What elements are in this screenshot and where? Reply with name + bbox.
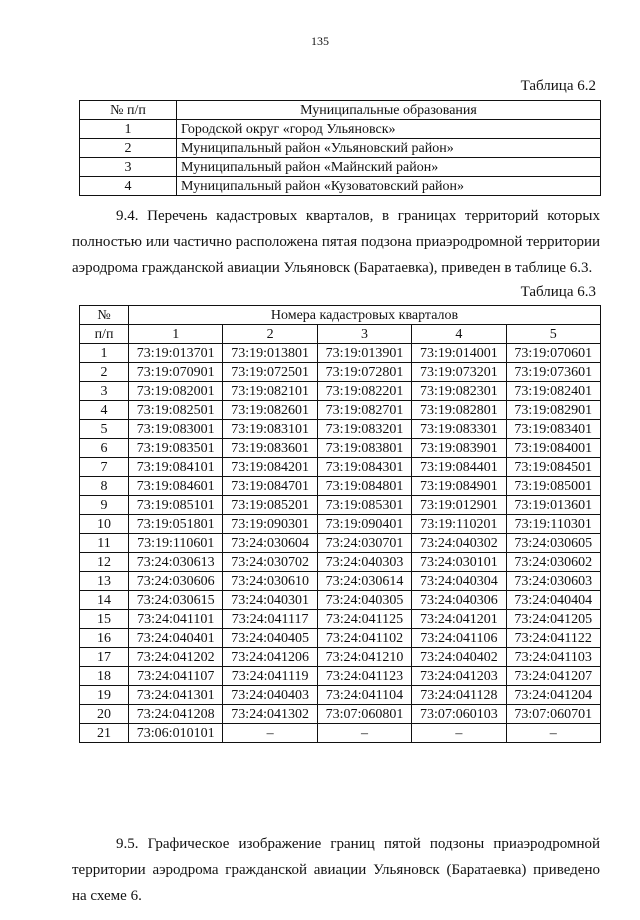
paragraph-text: 9.4. Перечень кадастровых кварталов, в границах территорий которых полностью или частично расположена пятая подзона приаэродромной территории аэродрома гражданской авиации Ульяновск (Баратаевка), приведен в таблице 6.3. <box>72 208 600 276</box>
table-row <box>80 534 601 553</box>
cadastral-number-cell: 73:19:014001 <box>412 344 506 363</box>
cadastral-quarters-table <box>79 305 601 743</box>
cadastral-number-cell: 73:24:041206 <box>223 648 317 667</box>
table-row <box>80 610 601 629</box>
table-row <box>80 477 601 496</box>
table-cell: Муниципальный район «Майнский район» <box>177 158 601 177</box>
table-cell: 4 <box>80 177 177 196</box>
cadastral-number-cell: 73:07:060701 <box>506 705 600 724</box>
cadastral-number-cell: 73:19:083501 <box>129 439 223 458</box>
cadastral-number-cell: 73:24:041208 <box>129 705 223 724</box>
cadastral-number-cell: 73:24:041302 <box>223 705 317 724</box>
cadastral-number-cell: 73:24:040302 <box>412 534 506 553</box>
cadastral-number-cell: 73:19:082601 <box>223 401 317 420</box>
row-number-cell: 11 <box>80 534 129 553</box>
cadastral-number-cell: 73:24:040301 <box>223 591 317 610</box>
cadastral-number-cell: 73:07:060103 <box>412 705 506 724</box>
cadastral-number-cell: 73:19:012901 <box>412 496 506 515</box>
cadastral-number-cell: 73:24:041117 <box>223 610 317 629</box>
cadastral-number-cell: 73:19:013701 <box>129 344 223 363</box>
cadastral-number-cell: 73:19:013801 <box>223 344 317 363</box>
row-number-cell: 3 <box>80 382 129 401</box>
header-group-cell: Номера кадастровых кварталов <box>129 306 601 325</box>
table-row <box>80 382 601 401</box>
header-cell: 1 <box>129 325 223 344</box>
cadastral-number-cell: 73:19:083801 <box>317 439 411 458</box>
row-number-cell: 7 <box>80 458 129 477</box>
cadastral-number-cell: 73:24:040401 <box>129 629 223 648</box>
table-cell: 1 <box>80 120 177 139</box>
cadastral-number-cell: 73:19:082501 <box>129 401 223 420</box>
row-number-cell: 21 <box>80 724 129 743</box>
cadastral-number-cell: 73:24:041123 <box>317 667 411 686</box>
row-number-cell: 10 <box>80 515 129 534</box>
row-number-cell: 5 <box>80 420 129 439</box>
cadastral-number-cell: 73:24:041128 <box>412 686 506 705</box>
row-number-cell: 14 <box>80 591 129 610</box>
cadastral-number-cell: 73:07:060801 <box>317 705 411 724</box>
cadastral-number-cell: – <box>412 724 506 743</box>
header-cell: Муниципальные образования <box>177 101 601 120</box>
cadastral-number-cell: 73:19:073601 <box>506 363 600 382</box>
cadastral-number-cell: 73:19:084701 <box>223 477 317 496</box>
header-cell: № п/п <box>80 101 177 120</box>
cadastral-number-cell: 73:19:013901 <box>317 344 411 363</box>
cadastral-number-cell: 73:24:030615 <box>129 591 223 610</box>
row-number-cell: 1 <box>80 344 129 363</box>
table-row <box>80 686 601 705</box>
row-number-cell: 8 <box>80 477 129 496</box>
cadastral-number-cell: 73:19:082401 <box>506 382 600 401</box>
cadastral-number-cell: 73:24:030613 <box>129 553 223 572</box>
cadastral-number-cell: 73:24:041104 <box>317 686 411 705</box>
cadastral-number-cell: 73:24:040305 <box>317 591 411 610</box>
cadastral-number-cell: 73:19:083201 <box>317 420 411 439</box>
cadastral-number-cell: 73:19:084501 <box>506 458 600 477</box>
cadastral-number-cell: – <box>317 724 411 743</box>
paragraph-9-4 <box>72 203 600 281</box>
table-row <box>80 344 601 363</box>
cadastral-number-cell: 73:19:084601 <box>129 477 223 496</box>
table-row <box>80 724 601 743</box>
table-row <box>80 158 601 177</box>
cadastral-number-cell: – <box>506 724 600 743</box>
header-cell: п/п <box>80 325 129 344</box>
page-number: 135 <box>311 34 329 48</box>
cadastral-number-cell: 73:24:041103 <box>506 648 600 667</box>
table-row <box>80 363 601 382</box>
row-number-cell: 15 <box>80 610 129 629</box>
cadastral-number-cell: 73:24:041202 <box>129 648 223 667</box>
cadastral-number-cell: 73:24:041106 <box>412 629 506 648</box>
table-row <box>80 629 601 648</box>
cadastral-number-cell: 73:24:041205 <box>506 610 600 629</box>
header-cell: № <box>80 306 129 325</box>
cadastral-number-cell: 73:19:110301 <box>506 515 600 534</box>
cadastral-number-cell: 73:24:041102 <box>317 629 411 648</box>
row-number-cell: 6 <box>80 439 129 458</box>
cadastral-number-cell: 73:19:072501 <box>223 363 317 382</box>
row-number-cell: 9 <box>80 496 129 515</box>
table-body <box>80 344 601 743</box>
cadastral-number-cell: 73:19:084001 <box>506 439 600 458</box>
cadastral-number-cell: 73:24:041207 <box>506 667 600 686</box>
header-cell: 2 <box>223 325 317 344</box>
cadastral-number-cell: 73:19:083301 <box>412 420 506 439</box>
cadastral-number-cell: 73:24:041119 <box>223 667 317 686</box>
cadastral-number-cell: 73:24:030614 <box>317 572 411 591</box>
cadastral-number-cell: 73:19:083401 <box>506 420 600 439</box>
table-row <box>80 120 601 139</box>
cadastral-number-cell: 73:19:084401 <box>412 458 506 477</box>
row-number-cell: 16 <box>80 629 129 648</box>
row-number-cell: 19 <box>80 686 129 705</box>
table-6-2-caption: Таблица 6.2 <box>520 78 596 94</box>
table-row <box>80 515 601 534</box>
cadastral-number-cell: 73:19:084901 <box>412 477 506 496</box>
cadastral-number-cell: 73:24:041204 <box>506 686 600 705</box>
cadastral-number-cell: 73:24:030101 <box>412 553 506 572</box>
row-number-cell: 12 <box>80 553 129 572</box>
table-row <box>80 572 601 591</box>
cadastral-number-cell: 73:24:041210 <box>317 648 411 667</box>
cadastral-number-cell: 73:24:041107 <box>129 667 223 686</box>
cadastral-number-cell: 73:24:041122 <box>506 629 600 648</box>
cadastral-number-cell: 73:19:013601 <box>506 496 600 515</box>
cadastral-number-cell: 73:19:082001 <box>129 382 223 401</box>
header-cell: 5 <box>506 325 600 344</box>
cadastral-number-cell: 73:24:030605 <box>506 534 600 553</box>
cadastral-number-cell: 73:06:010101 <box>129 724 223 743</box>
cadastral-number-cell: 73:19:070901 <box>129 363 223 382</box>
table-row <box>80 553 601 572</box>
table-row <box>80 458 601 477</box>
cadastral-number-cell: 73:19:082301 <box>412 382 506 401</box>
cadastral-number-cell: 73:24:041201 <box>412 610 506 629</box>
cadastral-number-cell: 73:24:040405 <box>223 629 317 648</box>
table-row <box>80 496 601 515</box>
cadastral-number-cell: 73:24:041101 <box>129 610 223 629</box>
row-number-cell: 4 <box>80 401 129 420</box>
cadastral-number-cell: 73:19:084101 <box>129 458 223 477</box>
table-cell: Городской округ «город Ульяновск» <box>177 120 601 139</box>
cadastral-number-cell: 73:19:083601 <box>223 439 317 458</box>
cadastral-number-cell: 73:19:082101 <box>223 382 317 401</box>
table-row <box>80 648 601 667</box>
cadastral-number-cell: 73:24:030610 <box>223 572 317 591</box>
table-header-row <box>80 306 601 325</box>
cadastral-number-cell: 73:19:090401 <box>317 515 411 534</box>
table-cell: Муниципальный район «Кузоватовский район» <box>177 177 601 196</box>
table-cell: 2 <box>80 139 177 158</box>
cadastral-number-cell: 73:24:040303 <box>317 553 411 572</box>
cadastral-number-cell: 73:24:030604 <box>223 534 317 553</box>
cadastral-number-cell: 73:19:085101 <box>129 496 223 515</box>
row-number-cell: 13 <box>80 572 129 591</box>
cadastral-number-cell: 73:24:040304 <box>412 572 506 591</box>
cadastral-number-cell: 73:19:073201 <box>412 363 506 382</box>
table-cell: 3 <box>80 158 177 177</box>
cadastral-number-cell: 73:24:040306 <box>412 591 506 610</box>
cadastral-number-cell: 73:19:083101 <box>223 420 317 439</box>
paragraph-text: 9.5. Графическое изображение границ пятой подзоны приаэродромной территории аэродрома гражданской авиации Ульяновск (Баратаевка) приведено на схеме 6. <box>72 836 600 904</box>
cadastral-number-cell: 73:19:084301 <box>317 458 411 477</box>
cadastral-number-cell: 73:19:083001 <box>129 420 223 439</box>
cadastral-number-cell: 73:24:030603 <box>506 572 600 591</box>
header-cell: 4 <box>412 325 506 344</box>
cadastral-number-cell: 73:19:110201 <box>412 515 506 534</box>
table-row <box>80 667 601 686</box>
cadastral-number-cell: 73:19:084801 <box>317 477 411 496</box>
cadastral-number-cell: 73:19:085001 <box>506 477 600 496</box>
cadastral-number-cell: 73:24:040402 <box>412 648 506 667</box>
cadastral-number-cell: 73:19:082901 <box>506 401 600 420</box>
table-6-3-caption: Таблица 6.3 <box>520 284 596 300</box>
table-row <box>80 420 601 439</box>
table-header-row <box>80 101 601 120</box>
cadastral-number-cell: 73:19:070601 <box>506 344 600 363</box>
table-row <box>80 705 601 724</box>
cadastral-number-cell: 73:19:051801 <box>129 515 223 534</box>
table-row <box>80 591 601 610</box>
cadastral-number-cell: 73:19:085201 <box>223 496 317 515</box>
table-row <box>80 177 601 196</box>
table-row <box>80 439 601 458</box>
cadastral-number-cell: 73:24:030602 <box>506 553 600 572</box>
cadastral-number-cell: 73:19:083901 <box>412 439 506 458</box>
cadastral-number-cell: 73:19:082201 <box>317 382 411 401</box>
cadastral-number-cell: 73:24:041301 <box>129 686 223 705</box>
cadastral-number-cell: 73:19:085301 <box>317 496 411 515</box>
table-row <box>80 139 601 158</box>
cadastral-number-cell: 73:19:110601 <box>129 534 223 553</box>
row-number-cell: 20 <box>80 705 129 724</box>
row-number-cell: 18 <box>80 667 129 686</box>
table-header-row <box>80 325 601 344</box>
cadastral-number-cell: 73:19:084201 <box>223 458 317 477</box>
cadastral-number-cell: 73:19:072801 <box>317 363 411 382</box>
row-number-cell: 17 <box>80 648 129 667</box>
cadastral-number-cell: 73:19:082701 <box>317 401 411 420</box>
municipalities-table <box>79 100 601 196</box>
row-number-cell: 2 <box>80 363 129 382</box>
cadastral-number-cell: 73:24:040404 <box>506 591 600 610</box>
table-row <box>80 401 601 420</box>
cadastral-number-cell: 73:24:030702 <box>223 553 317 572</box>
cadastral-number-cell: 73:19:082801 <box>412 401 506 420</box>
cadastral-number-cell: 73:24:041203 <box>412 667 506 686</box>
header-cell: 3 <box>317 325 411 344</box>
cadastral-number-cell: – <box>223 724 317 743</box>
cadastral-number-cell: 73:24:030701 <box>317 534 411 553</box>
paragraph-9-5 <box>72 831 600 909</box>
cadastral-number-cell: 73:24:030606 <box>129 572 223 591</box>
cadastral-number-cell: 73:24:041125 <box>317 610 411 629</box>
table-cell: Муниципальный район «Ульяновский район» <box>177 139 601 158</box>
cadastral-number-cell: 73:24:040403 <box>223 686 317 705</box>
cadastral-number-cell: 73:19:090301 <box>223 515 317 534</box>
